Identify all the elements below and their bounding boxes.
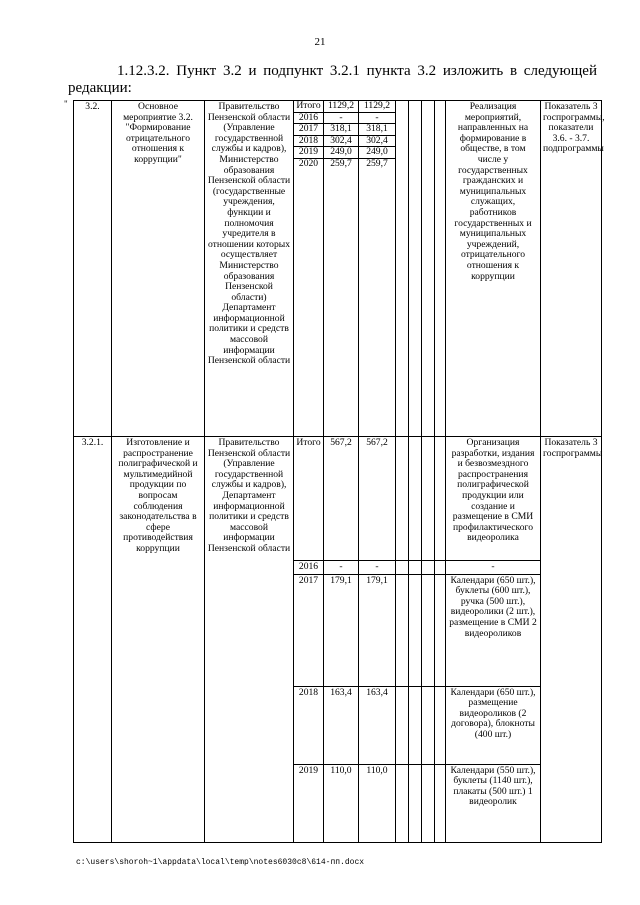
empty-cell (422, 686, 435, 764)
empty-cell (435, 101, 446, 437)
year: 2016 (294, 561, 324, 575)
empty-cell (435, 764, 446, 842)
amount: 1129,2 (359, 101, 395, 113)
years-cell (294, 101, 324, 437)
amount: 179,1 (324, 574, 359, 686)
expected-result: Организация разработки, издания и безвозмездного распространения полиграфической продукции или создание и размещение в СМИ профилактического видеоролика (446, 437, 541, 561)
amount: 1129,2 (324, 101, 358, 113)
expected-result: Реализация мероприятий, направленных на формирование в обществе, в том числе у государственных гражданских и муниципальных служащих, работников государственных и муниципальных учреждений, отрицательного отношения к коррупции (446, 101, 541, 437)
empty-cell (422, 764, 435, 842)
year: 2019 (294, 147, 323, 159)
amount: 318,1 (324, 124, 358, 136)
year: Итого (294, 101, 323, 113)
activity-name: Изготовление и распространение полиграфической и мультимедийной продукции по вопросам соблюдения законодательства в сфере противодействия коррупции (112, 437, 205, 843)
amendment-heading: 1.12.3.2. Пункт 3.2 и подпункт 3.2.1 пункта 3.2 изложить в следующей (117, 63, 597, 79)
empty-cell (422, 437, 435, 561)
empty-cell (396, 686, 409, 764)
empty-cell (409, 437, 422, 561)
empty-cell (396, 561, 409, 575)
amount: 259,7 (330, 157, 352, 169)
empty-cell (409, 574, 422, 686)
year: 2018 (294, 686, 324, 764)
amount: 249,0 (324, 147, 358, 159)
amount: 163,4 (359, 686, 396, 764)
opening-quote: " (64, 99, 68, 109)
empty-cell (396, 574, 409, 686)
total-cell (324, 101, 359, 437)
amount: 567,2 (324, 437, 359, 561)
amount: 259,7 (366, 157, 388, 169)
expected-result: Календари (550 шт.), буклеты (1140 шт.), плакаты (500 шт.) 1 видеоролик (446, 764, 541, 842)
empty-cell (435, 437, 446, 561)
empty-cell (396, 101, 409, 437)
activity-name: Основное мероприятие 3.2. "Формирование отрицательного отношения к коррупции" (112, 101, 205, 437)
budget-cell (359, 101, 396, 437)
empty-cell (409, 686, 422, 764)
executor: Правительство Пензенской области (Управление государственной службы и кадров), Департамент информационной политики и средств массовой информации Пензенской области (205, 437, 294, 843)
amount: 249,0 (359, 147, 395, 159)
indicator: Показатель 3 госпрограммы (541, 437, 602, 843)
expected-result: - (446, 561, 541, 575)
empty-cell (396, 764, 409, 842)
amount: 302,4 (324, 136, 358, 148)
year: 2020 (298, 157, 319, 169)
amount: - (359, 113, 395, 125)
year: 2016 (294, 113, 323, 125)
amount: - (324, 561, 359, 575)
amount: 110,0 (324, 764, 359, 842)
amount: 179,1 (359, 574, 396, 686)
indicator: Показатель 3 госпрограммы, показатели 3.6. - 3.7. подпрограммы (541, 101, 602, 437)
amendment-heading-continued: редакции: (68, 80, 132, 96)
amount: 163,4 (324, 686, 359, 764)
year: 2017 (294, 124, 323, 136)
row-number: 3.2. (74, 101, 112, 437)
year: 2018 (294, 136, 323, 148)
amount: 318,1 (359, 124, 395, 136)
empty-cell (435, 561, 446, 575)
amount: - (324, 113, 358, 125)
year: 2017 (294, 574, 324, 686)
empty-cell (435, 686, 446, 764)
amount: 567,2 (359, 437, 396, 561)
executor: Правительство Пензенской области (Управление государственной службы и кадров), Министерство образования Пензенской области (государственные учреждения, функции и полномочия учредителя в отношении которых осуществляет Министерство образования Пензенской области) Департамент информационной политики и средств массовой информации Пензенской области (205, 101, 294, 437)
empty-cell (409, 101, 422, 437)
program-table (73, 100, 605, 843)
expected-result: Календари (650 шт.), размещение видеороликов (2 договора), блокноты (400 шт.) (446, 686, 541, 764)
amount: 110,0 (359, 764, 396, 842)
year: Итого (294, 437, 324, 561)
amount: 302,4 (359, 136, 395, 148)
page-number: 21 (314, 36, 326, 48)
empty-cell (435, 574, 446, 686)
file-path-footer: c:\users\shoroh~1\appdata\local\temp\notes6030c8\614-пп.docx (76, 858, 365, 867)
empty-cell (409, 561, 422, 575)
amount: - (359, 561, 396, 575)
table-row (74, 101, 602, 437)
year: 2019 (294, 764, 324, 842)
empty-cell (409, 764, 422, 842)
expected-result: Календари (650 шт.), буклеты (600 шт.), ручка (500 шт.), видеоролики (2 шт.), размещение в СМИ 2 видеороликов (446, 574, 541, 686)
empty-cell (422, 101, 435, 437)
row-number: 3.2.1. (74, 437, 112, 843)
empty-cell (422, 561, 435, 575)
table-row (74, 437, 602, 561)
empty-cell (422, 574, 435, 686)
empty-cell (396, 437, 409, 561)
